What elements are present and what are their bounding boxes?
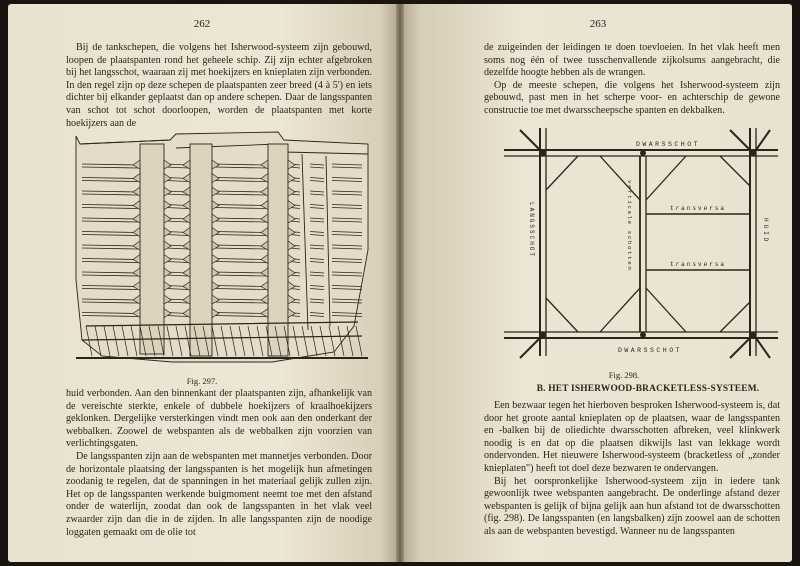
paragraph: Een bezwaar tegen het hierboven besproken Isherwood-systeem is, dat door het groote aantal knieplaten op de plaatsen, waar de langsspanten en -balken bij de oliedichte dwarsschotten afbreken, veel klinkwerk noodig is en dat op die plaatsen dikwijls last van lekkage wordt ondervonden. Het nieuwere Isherwood-systeem (bracketless of „zonder knieplaten") heeft tot doel deze bezwaren te ondervangen. [484,400,780,474]
left-bottom-text [66,388,372,539]
page-number-right: 263 [589,18,607,30]
label-verticale-schotten: verticale schotten [626,180,633,272]
ship-structure-illustration [72,130,372,370]
figure-caption-298: Fig. 298. [608,370,640,380]
paragraph: de zuigeinden der leidingen te doen toevloeien. In het vlak heeft men soms nog één of twee tusschenvallende zijkolsums aangebracht, die dezelfde hoogte hebben als de wrangen. [484,42,780,79]
left-top-text [66,42,372,130]
paragraph: Bij de tankschepen, die volgens het Isherwood-systeem zijn gebouwd, loopen de plaatspanten rond het geheele schip. Zij zijn echter afgebroken bij het langsschot, waaraan zij met hoekijzers en knieplaten zijn verbonden. In den regel zijn op deze schepen de plaatspanten zeer breed (4 à 5') en iets dichter bij elkander geplaatst dan op andere schepen. Daar de langsspanten van schot tot schot doorloopen, worden de plaatspanten met korte hoekijzers aan de [66,42,372,129]
right-page [404,4,792,562]
label-dwarsschot-top: DWARSSCHOT [635,141,701,148]
label-dwarsschot-bottom: DWARSSCHOT [617,347,683,354]
label-langsschot: LANGSSCHOT [528,202,535,259]
label-transverse-lower: transversa [669,261,727,268]
paragraph: De langsspanten zijn aan de webspanten met mannetjes verbonden. Door de horizontale plaatsing der langsspanten is het mogelijk hun afmetingen zoodanig te regelen, dat de spanningen in het materiaal gelijk zullen zijn. Het op de langsspanten werkende buigmoment neemt toe met den afstand onder de waterlijn, zoodat dan ook de langsspanten in het vlak veel zwaarder zijn dan die in de zijden. In alle langsspanten zijn de noodige loggaten gemaakt om de olie tot [66,450,372,538]
left-page [8,4,396,562]
paragraph: Bij het oorspronkelijke Isherwood-systeem zijn in iedere tank gewoonlijk twee webspanten aangebracht. De onderlinge afstand dezer webspanten is gelijk of bijna gelijk aan hun afstand tot de dwarsschotten (fig. 298). De langsspanten (en langsbalken) zijn zoowel aan de schotten als aan de webspanten bevestigd. Wanneer nu de langsspanten [484,475,780,537]
figure-caption-297: Fig. 297. [186,376,218,386]
isherwood-plan-diagram [500,120,780,360]
right-bottom-text [484,400,780,539]
section-heading: B. HET ISHERWOOD-BRACKETLESS-SYSTEEM. [536,384,760,394]
paragraph: Op de meeste schepen, die volgens het Isherwood-systeem zijn gebouwd, past men in het scherpe voor- en achterschip de gewone constructie toe met dwarsscheepsche spanten en dekbalken. [484,79,780,116]
paragraph: huid verbonden. Aan den binnenkant der plaatspanten zijn, afhankelijk van de vereischte sterkte, enkele of dubbele hoekijzers of kraalhoekijzers geklonken. Dergelijke versterkingen vindt men ook aan den onderkant der webbalken. Zoowel de webspanten als de webbalken zijn voorzien van verlichtingsgaten. [66,388,372,450]
label-huid: HUID [762,218,769,245]
floor-plate-line [356,326,362,356]
label-transverse-upper: transversa [669,205,727,212]
page-number-left: 262 [193,18,211,30]
book-gutter [396,4,404,562]
right-top-text [484,42,780,118]
